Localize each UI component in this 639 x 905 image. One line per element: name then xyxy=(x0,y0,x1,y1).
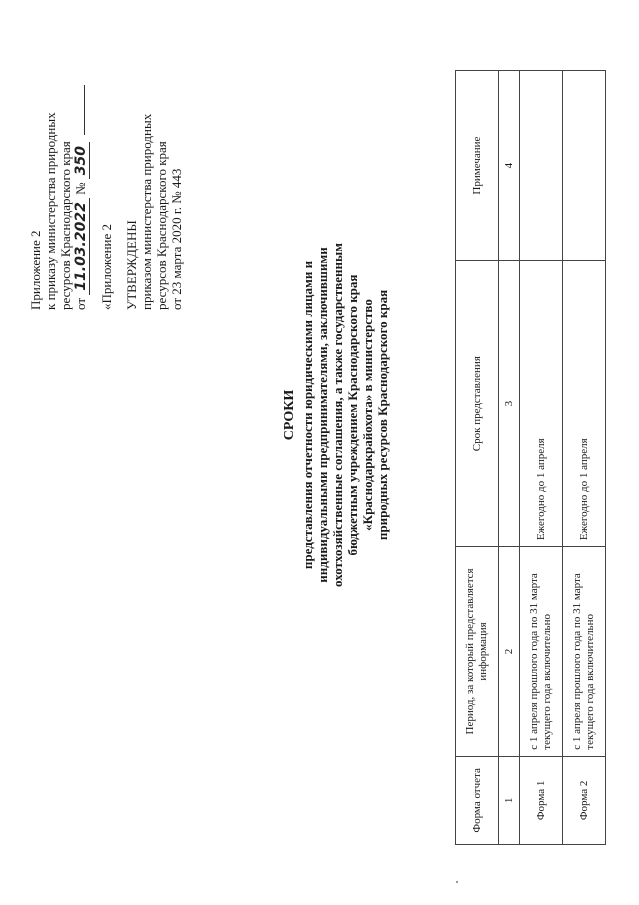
column-number: 2 xyxy=(499,547,520,757)
appendix-line: к приказу министерства природных xyxy=(43,112,58,310)
scan-speck xyxy=(456,881,458,883)
column-header: Примечание xyxy=(456,71,499,261)
table-header-row xyxy=(456,71,499,845)
appendix-line: «Приложение 2 xyxy=(99,223,114,310)
form-cell: Форма 2 xyxy=(563,756,606,844)
note-cell xyxy=(563,71,606,261)
form-cell: Форма 1 xyxy=(520,756,563,844)
deadline-cell: Ежегодно до 1 апреля xyxy=(520,261,563,547)
column-header: Период, за который представляется информация xyxy=(456,547,499,757)
appendix-line: от 23 марта 2020 г. № 443 xyxy=(169,168,184,310)
appendix-line: Приложение 2 xyxy=(28,230,43,310)
table-row xyxy=(563,71,606,845)
column-number: 1 xyxy=(499,756,520,844)
appendix-line: приказом министерства природных xyxy=(139,113,154,310)
title-line: «Краснодаркрайохота» в министерство xyxy=(360,299,375,531)
deadline-cell: Ежегодно до 1 апреля xyxy=(563,261,606,547)
date-prefix: от xyxy=(73,297,88,310)
title-line: охотхозяйственные соглашения, а также государственным xyxy=(330,243,345,587)
appendix-header xyxy=(28,10,184,310)
column-header: Форма отчета xyxy=(456,756,499,844)
table-row xyxy=(520,71,563,845)
column-number-row xyxy=(499,71,520,845)
appendix-date-line xyxy=(73,10,89,310)
note-cell xyxy=(520,71,563,261)
period-cell: с 1 апреля прошлого года по 31 марта текущего года включительно xyxy=(520,547,563,757)
handwritten-date: 11.03.2022 xyxy=(73,198,90,295)
appendix-line: ресурсов Краснодарского края xyxy=(58,141,73,310)
title-line: индивидуальными предпринимателями, заключившими xyxy=(315,247,330,583)
title-line: природных ресурсов Краснодарского края xyxy=(375,289,390,541)
column-number: 4 xyxy=(499,71,520,261)
underline xyxy=(84,85,85,135)
approved-label: УТВЕРЖДЕНЫ xyxy=(124,220,139,310)
title-line: бюджетным учреждением Краснодарского края xyxy=(345,274,360,556)
document-title xyxy=(282,195,390,635)
column-header: Срок представления xyxy=(456,261,499,547)
column-number: 3 xyxy=(499,261,520,547)
handwritten-number: 350 xyxy=(73,142,90,179)
period-cell: с 1 апреля прошлого года по 31 марта текущего года включительно xyxy=(563,547,606,757)
reporting-table xyxy=(455,70,606,845)
number-sign: № xyxy=(73,182,88,195)
title-heading: СРОКИ xyxy=(282,389,297,441)
appendix-line: ресурсов Краснодарского края xyxy=(154,141,169,310)
title-line: представления отчетности юридическими лицами и xyxy=(300,260,315,570)
